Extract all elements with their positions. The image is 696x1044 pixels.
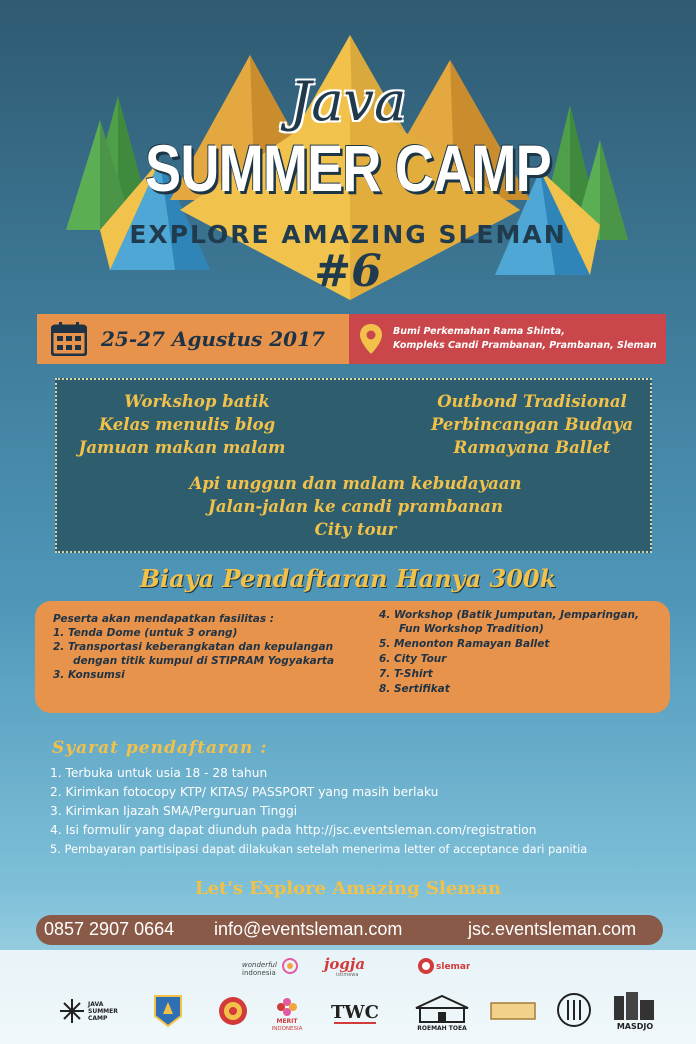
svg-text:CAMP: CAMP xyxy=(88,1015,108,1022)
facilities-intro: Peserta akan mendapatkan fasilitas : xyxy=(53,613,274,625)
title-script: Java xyxy=(289,70,407,133)
date-bar xyxy=(37,314,359,364)
wonderful-indonesia-logo xyxy=(240,956,300,980)
website-link[interactable]: jsc.eventsleman.com xyxy=(468,919,637,939)
museum-circle-logo xyxy=(556,992,592,1030)
svg-text:jogja: jogja xyxy=(324,955,366,973)
map-pin-icon xyxy=(359,323,383,355)
facility-item: Fun Workshop Tradition) xyxy=(399,623,544,635)
facility-item: 4. Workshop (Batik Jumputan, Jemparingan, xyxy=(379,609,640,621)
svg-text:JAVA: JAVA xyxy=(88,1001,104,1008)
activity-item: Workshop batik xyxy=(124,392,270,411)
registration-link[interactable]: http://jsc.eventsleman.com/registration xyxy=(295,823,537,837)
requirement-item-text: 4. Isi formulir yang dapat diunduh pada xyxy=(50,823,292,837)
activities-box xyxy=(55,378,652,553)
svg-text:INDONESIA: INDONESIA xyxy=(271,1026,303,1032)
svg-text:SUMMER: SUMMER xyxy=(88,1008,118,1015)
requirement-item: 3. Kirimkan Ijazah SMA/Perguruan Tinggi xyxy=(50,804,298,818)
facility-item: 1. Tenda Dome (untuk 3 orang) xyxy=(53,627,238,639)
activity-item: Jamuan makan malam xyxy=(78,438,286,457)
calendar-icon xyxy=(51,322,87,356)
university-emblem xyxy=(218,994,248,1030)
subtitle: EXPLORE AMAZING SLEMAN xyxy=(129,220,567,249)
facility-item: 6. City Tour xyxy=(379,653,447,665)
sleman-regency-emblem xyxy=(153,994,183,1030)
svg-text:ROEMAH TOEA: ROEMAH TOEA xyxy=(417,1025,467,1032)
activity-item: City tour xyxy=(314,520,397,539)
price-heading: Biaya Pendaftaran Hanya 300k xyxy=(139,564,557,593)
masdjo-logo xyxy=(608,990,662,1034)
facility-item: 2. Transportasi keberangkatan dan kepulangan xyxy=(53,641,334,653)
location-bar xyxy=(349,314,666,364)
activity-item: Perbincangan Budaya xyxy=(430,415,634,434)
location-line-1: Bumi Perkemahan Rama Shinta, xyxy=(393,326,565,337)
requirement-item: 5. Pembayaran partisipasi dapat dilakukan setelah menerima letter of acceptance dari panitia xyxy=(50,842,588,856)
requirement-item-4 xyxy=(50,823,536,837)
svg-text:sleman: sleman xyxy=(436,962,470,972)
activity-item: Api unggun dan malam kebudayaan xyxy=(189,474,522,493)
sponsor-strip xyxy=(0,950,696,1044)
activity-item: Ramayana Ballet xyxy=(453,438,611,457)
email-address[interactable]: info@eventsleman.com xyxy=(214,919,403,939)
requirement-item: 1. Terbuka untuk usia 18 - 28 tahun xyxy=(50,766,268,780)
svg-text:MASDJO: MASDJO xyxy=(616,1022,654,1031)
phone-number[interactable]: 0857 2907 0664 xyxy=(44,919,175,939)
edition-number: #6 xyxy=(314,246,382,297)
merit-indonesia-logo xyxy=(262,992,312,1034)
svg-text:wonderful: wonderful xyxy=(242,961,277,969)
facility-item: 5. Menonton Ramayan Ballet xyxy=(379,638,550,650)
contact-bar xyxy=(36,915,663,945)
sleman-logo xyxy=(416,954,470,980)
facility-item: 8. Sertifikat xyxy=(379,683,450,695)
partner-logo-rect xyxy=(490,1002,536,1022)
requirements-title: Syarat pendaftaran : xyxy=(52,738,268,758)
twc-logo xyxy=(330,998,380,1028)
slogan: Let's Explore Amazing Sleman xyxy=(194,878,502,899)
facilities-box xyxy=(35,601,670,713)
activity-item: Outbond Tradisional xyxy=(437,392,627,411)
svg-text:TWC: TWC xyxy=(331,1002,379,1023)
java-summer-camp-logo xyxy=(60,994,120,1030)
event-date: 25-27 Agustus 2017 xyxy=(101,327,325,351)
event-location xyxy=(393,325,657,353)
jogja-istimewa-logo xyxy=(322,954,372,980)
svg-text:MERIT: MERIT xyxy=(276,1018,298,1025)
svg-text:istimewa: istimewa xyxy=(336,972,359,978)
svg-text:indonesia: indonesia xyxy=(242,969,276,977)
facility-item: dengan titik kumpul di STIPRAM Yogyakarta xyxy=(73,655,335,667)
roemah-toea-logo xyxy=(412,992,472,1034)
location-line-2: Kompleks Candi Prambanan, Prambanan, Sleman xyxy=(393,340,657,351)
activity-item: Jalan-jalan ke candi prambanan xyxy=(208,497,503,516)
facility-item: 3. Konsumsi xyxy=(53,669,125,681)
facility-item: 7. T-Shirt xyxy=(379,668,433,680)
title-main: SUMMER CAMP xyxy=(145,131,551,205)
requirement-item: 2. Kirimkan fotocopy KTP/ KITAS/ PASSPORT yang masih berlaku xyxy=(50,785,439,799)
activity-item: Kelas menulis blog xyxy=(98,415,276,434)
